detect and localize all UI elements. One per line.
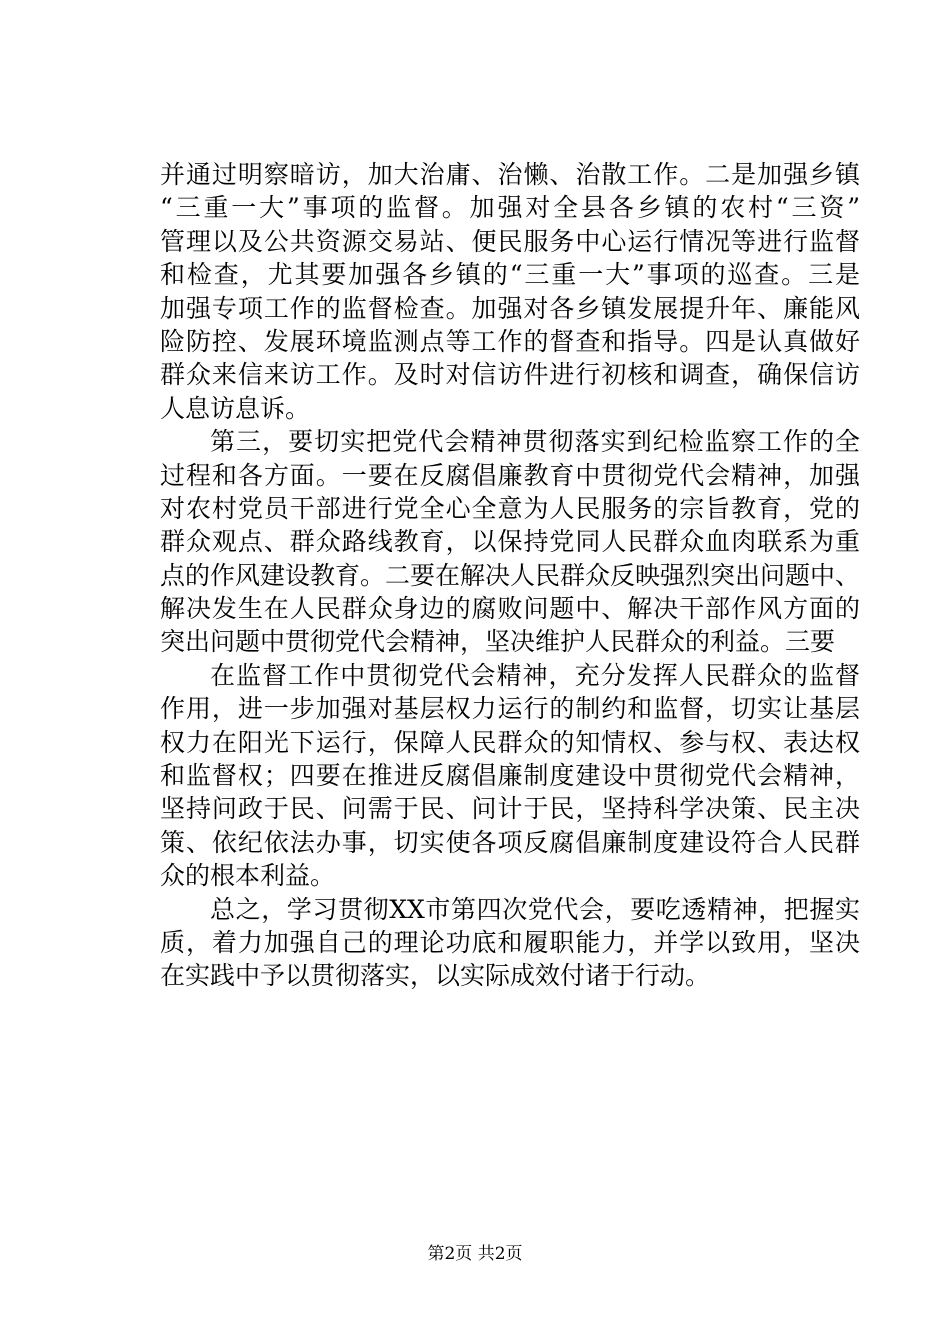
text-line: 第三，要切实把党代会精神贯彻落实到纪检监察工作的全 <box>210 427 860 457</box>
text-line: 作用，进一步加强对基层权力运行的制约和监督，切实让基层 <box>160 694 860 724</box>
text-line: 和监督权；四要在推进反腐倡廉制度建设中贯彻党代会精神， <box>160 761 860 791</box>
text-line: 群众来信来访工作。及时对信访件进行初核和调查，确保信访 <box>160 360 860 390</box>
text-line: 过程和各方面。一要在反腐倡廉教育中贯彻党代会精神，加强 <box>160 460 860 490</box>
text-line: 质，着力加强自己的理论功底和履职能力，并学以致用，坚决 <box>160 927 860 957</box>
text-line: 管理以及公共资源交易站、便民服务中心运行情况等进行监督 <box>160 226 860 256</box>
text-line: 总之，学习贯彻XX市第四次党代会，要吃透精神，把握实 <box>210 894 860 924</box>
paragraph <box>160 659 860 893</box>
text-line: 解决发生在人民群众身边的腐败问题中、解决干部作风方面的 <box>160 594 860 624</box>
document-body <box>160 158 860 993</box>
paragraph <box>160 893 860 993</box>
text-line: 众的根本利益。 <box>160 861 336 891</box>
text-line: 坚持问政于民、问需于民、问计于民，坚持科学决策、民主决 <box>160 794 860 824</box>
text-line: 险防控、发展环境监测点等工作的督查和指导。四是认真做好 <box>160 326 860 356</box>
paragraph <box>160 425 860 659</box>
text-line: 权力在阳光下运行，保障人民群众的知情权、参与权、表达权 <box>160 727 860 757</box>
paragraph <box>160 158 860 425</box>
text-line: 和检查，尤其要加强各乡镇的“三重一大”事项的巡查。三是 <box>160 260 860 290</box>
text-line: 对农村党员干部进行党全心全意为人民服务的宗旨教育，党的 <box>160 493 860 523</box>
text-line: 群众观点、群众路线教育，以保持党同人民群众血肉联系为重 <box>160 527 860 557</box>
text-line: 策、依纪依法办事，切实使各项反腐倡廉制度建设符合人民群 <box>160 827 860 857</box>
text-line: 点的作风建设教育。二要在解决人民群众反映强烈突出问题中、 <box>160 560 861 590</box>
page-footer: 第2页 共2页 <box>427 1244 523 1264</box>
text-line: 并通过明察暗访，加大治庸、治懒、治散工作。二是加强乡镇 <box>160 160 860 189</box>
text-line: 突出问题中贯彻党代会精神，坚决维护人民群众的利益。三要 <box>160 627 836 657</box>
text-line: 在实践中予以贯彻落实，以实际成效付诸于行动。 <box>160 961 711 991</box>
text-line: 人息访息诉。 <box>160 393 311 423</box>
text-line: “三重一大”事项的监督。加强对全县各乡镇的农村“三资” <box>160 193 860 223</box>
text-line: 在监督工作中贯彻党代会精神，充分发挥人民群众的监督 <box>210 660 860 690</box>
text-line: 加强专项工作的监督检查。加强对各乡镇发展提升年、廉能风 <box>160 293 860 323</box>
